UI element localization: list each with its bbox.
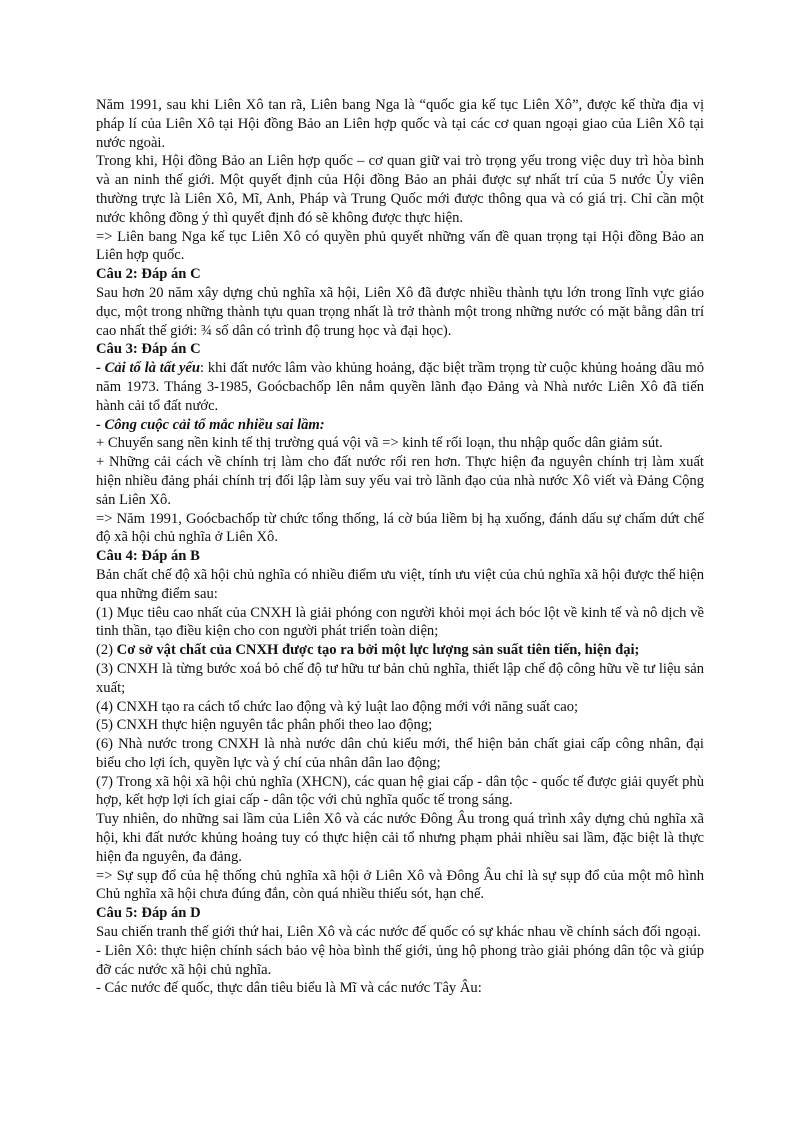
paragraph: Tuy nhiên, do những sai lầm của Liên Xô và các nước Đông Âu trong quá trình xây dựng chủ nghĩa xã hội, khi đất nước khủng hoảng tuy có thực hiện cải tổ nhưng phạm phải nhiều sai lầm, đặc biệt là thực hiện đa nguyên, đa đảng. xyxy=(96,811,704,865)
paragraph: + Chuyển sang nền kinh tế thị trường quá vội vã => kinh tế rối loạn, thu nhập quốc dân giảm sút. xyxy=(96,435,663,452)
paragraph: (4) CNXH tạo ra cách tổ chức lao động và kỷ luật lao động mới với năng suất cao; xyxy=(96,698,579,715)
document-page xyxy=(96,96,704,998)
paragraph: Năm 1991, sau khi Liên Xô tan rã, Liên bang Nga là “quốc gia kế tục Liên Xô”, được kế thừa địa vị pháp lí của Liên Xô tại Hội đồng Bảo an Liên hợp quốc và tại các cơ quan ngoại giao của Liên Xô tại nước ngoài. xyxy=(96,97,704,151)
question-heading: Câu 2: Đáp án C xyxy=(96,266,201,283)
question-heading: Câu 5: Đáp án D xyxy=(96,905,201,922)
paragraph: + Những cải cách về chính trị làm cho đất nước rối ren hơn. Thực hiện đa nguyên chính trị làm xuất hiện nhiều đảng phái chính trị đối lập làm suy yếu vai trò lãnh đạo của nhà nước Xô viết và Đảng Cộng sản Liên Xô. xyxy=(96,454,704,508)
paragraph-text: : khi đất nước lâm vào khủng hoảng, đặc biệt trầm trọng từ cuộc khủng hoảng dầu mỏ năm 1973. Tháng 3-1985, Goócbachốp lên nắm quyền lãnh đạo Đảng và Nhà nước Liên Xô đã tiến hành cải tổ đất nước. xyxy=(96,360,704,414)
lead-phrase: - Cải tổ là tất yếu xyxy=(96,360,201,377)
item-number: (2) xyxy=(96,642,117,659)
paragraph: => Năm 1991, Goócbachốp từ chức tổng thống, lá cờ búa liềm bị hạ xuống, đánh dấu sự chấm dứt chế độ xã hội chủ nghĩa ở Liên Xô. xyxy=(96,510,704,546)
bold-statement: Cơ sở vật chất của CNXH được tạo ra bởi một lực lượng sản suất tiên tiến, hiện đại; xyxy=(116,642,640,659)
paragraph: (7) Trong xã hội xã hội chủ nghĩa (XHCN), các quan hệ giai cấp - dân tộc - quốc tế được giải quyết phù hợp, kết hợp lợi ích giai cấp - dân tộc với chủ nghĩa quốc tế trong sáng. xyxy=(96,773,704,809)
paragraph: (1) Mục tiêu cao nhất của CNXH là giải phóng con người khỏi mọi ách bóc lột về kinh tế và nô dịch về tinh thần, tạo điều kiện cho con người phát triển toàn diện; xyxy=(96,604,704,640)
paragraph: => Liên bang Nga kế tục Liên Xô có quyền phủ quyết những vấn đề quan trọng tại Hội đồng Bảo an Liên hợp quốc. xyxy=(96,228,704,264)
paragraph: => Sự sụp đổ của hệ thống chủ nghĩa xã hội ở Liên Xô và Đông Âu chỉ là sự sụp đổ của một mô hình Chủ nghĩa xã hội chưa đúng đắn, còn quá nhiều thiếu sót, hạn chế. xyxy=(96,867,704,903)
paragraph: Trong khi, Hội đồng Bảo an Liên hợp quốc – cơ quan giữ vai trò trọng yếu trong việc duy trì hòa bình và an ninh thế giới. Một quyết định của Hội đồng Bảo an phải được sự nhất trí của 5 nước Ủy viên thường trực là Liên Xô, Mĩ, Anh, Pháp và Trung Quốc mới được thông qua và có giá trị. Chỉ cần một nước không đồng ý thì quyết định đó sẽ không được thực hiện. xyxy=(96,153,704,226)
question-heading: Câu 4: Đáp án B xyxy=(96,548,200,565)
paragraph: Sau hơn 20 năm xây dựng chủ nghĩa xã hội, Liên Xô đã được nhiều thành tựu lớn trong lĩnh vực giáo dục, một trong những thành tựu quan trọng nhất là trở thành một trong những nước có mặt bằng dân trí cao nhất thế giới: ¾ số dân có trình độ trung học và đại học). xyxy=(96,284,704,339)
paragraph: Sau chiến tranh thế giới thứ hai, Liên Xô và các nước đế quốc có sự khác nhau về chính sách đối ngoại. xyxy=(96,924,701,941)
paragraph: (5) CNXH thực hiện nguyên tắc phân phối theo lao động; xyxy=(96,717,433,734)
paragraph: Bản chất chế độ xã hội chủ nghĩa có nhiều điểm ưu việt, tính ưu việt của chủ nghĩa xã hội được thể hiện qua những điểm sau: xyxy=(96,566,704,602)
paragraph: - Các nước đế quốc, thực dân tiêu biểu là Mĩ và các nước Tây Âu: xyxy=(96,980,482,997)
question-heading: Câu 3: Đáp án C xyxy=(96,341,201,358)
paragraph: (3) CNXH là từng bước xoá bỏ chế độ tư hữu tư bản chủ nghĩa, thiết lập chế độ công hữu về tư liệu sản xuất; xyxy=(96,660,704,696)
paragraph xyxy=(96,641,704,660)
paragraph xyxy=(96,359,704,415)
paragraph: (6) Nhà nước trong CNXH là nhà nước dân chủ kiểu mới, thể hiện bản chất giai cấp công nhân, đại biểu cho lợi ích, quyền lực và ý chí của nhân dân lao động; xyxy=(96,736,704,771)
paragraph xyxy=(96,416,704,435)
lead-phrase: - Công cuộc cải tổ mắc nhiều sai lầm: xyxy=(96,416,325,433)
paragraph: - Liên Xô: thực hiện chính sách bảo vệ hòa bình thế giới, ủng hộ phong trào giải phóng dân tộc và giúp đỡ các nước xã hội chủ nghĩa. xyxy=(96,942,704,978)
